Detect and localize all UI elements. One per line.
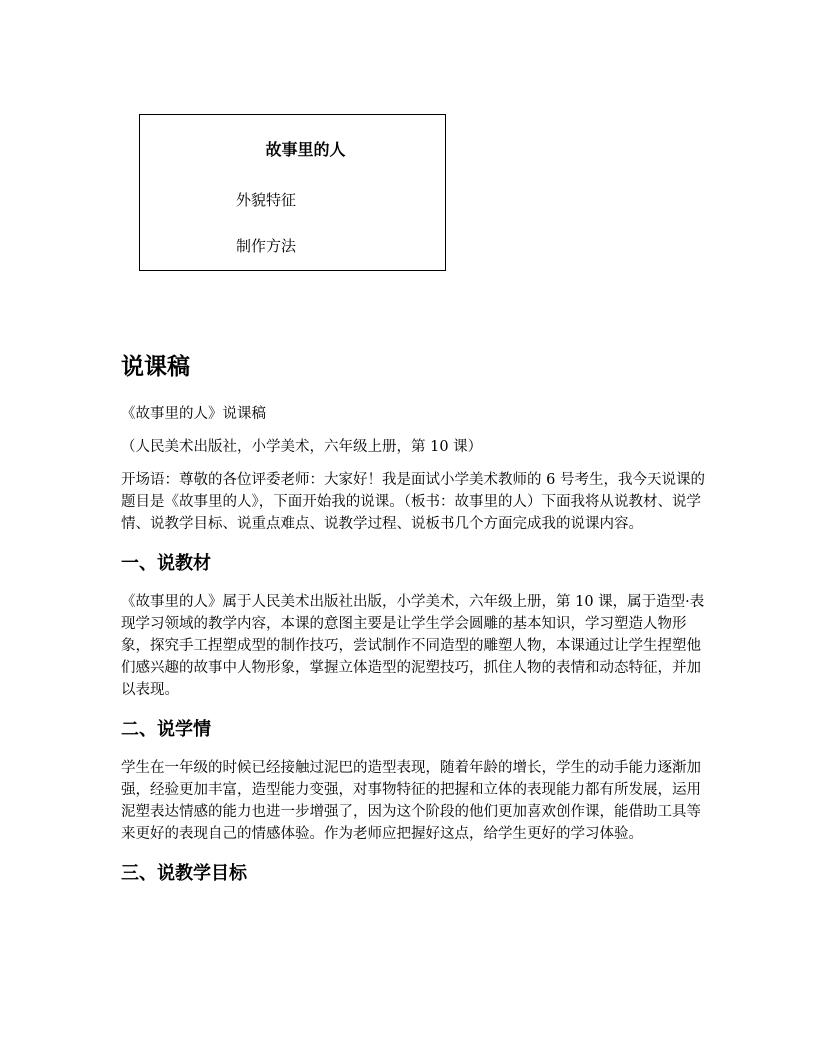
opening-paragraph: 开场语：尊敬的各位评委老师：大家好！我是面试小学美术教师的 6 号考生，我今天说课的题目是《故事里的人》，下面开始我的说课。（板书：故事里的人）下面我将从说教材、说学情、说教学目标、说重点难点、说教学过程、说板书几个方面完成我的说课内容。 <box>121 472 705 532</box>
board-item-method: 制作方法 <box>236 237 297 255</box>
lesson-source: （人民美术出版社，小学美术，六年级上册，第 10 课） <box>121 439 483 455</box>
board-title: 故事里的人 <box>265 140 346 159</box>
board-item-appearance: 外貌特征 <box>236 191 297 209</box>
section-heading-objectives: 三、说教学目标 <box>121 863 247 884</box>
document-body <box>121 348 711 901</box>
section-heading-textbook: 一、说教材 <box>121 553 211 574</box>
section-body-textbook: 《故事里的人》属于人民美术出版社出版，小学美术，六年级上册，第 10 课，属于造型·表现学习领域的教学内容，本课的意图主要是让学生学会圆雕的基本知识，学习塑造人物形象，探究手工捏塑成型的制作技巧，尝试制作不同造型的雕塑人物，本课通过让学生捏塑他们感兴趣的故事中人物形象，掌握立体造型的泥塑技巧，抓住人物的表情和动态特征，并加以表现。 <box>121 594 705 698</box>
lesson-subtitle: 《故事里的人》说课稿 <box>121 406 266 422</box>
section-body-students: 学生在一年级的时候已经接触过泥巴的造型表现，随着年龄的增长，学生的动手能力逐渐加强，经验更加丰富，造型能力变强，对事物特征的把握和立体的表现能力都有所发展，运用泥塑表达情感的能力也进一步增强了，因为这个阶段的他们更加喜欢创作课，能借助工具等来更好的表现自己的情感体验。作为老师应把握好这点，给学生更好的学习体验。 <box>121 760 701 842</box>
section-heading-students: 二、说学情 <box>121 719 211 740</box>
document-title: 说课稿 <box>121 354 190 380</box>
blackboard-layout-box <box>139 114 446 271</box>
